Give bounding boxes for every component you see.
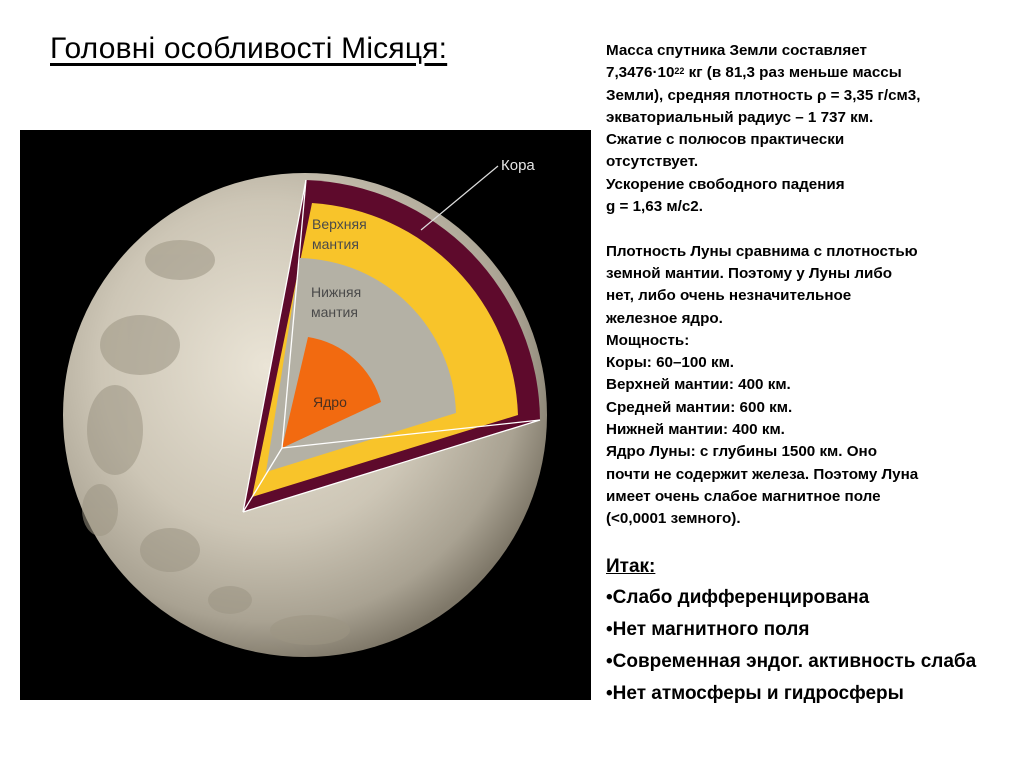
label-upper-mantle-1: Верхняя (312, 216, 367, 232)
fact-line: нет, либо очень незначительное (606, 287, 852, 305)
moon-facts-text (606, 40, 1006, 531)
moon-structure-figure (20, 130, 591, 700)
label-lower-mantle-2: мантия (311, 304, 358, 320)
label-core: Ядро (313, 394, 347, 410)
fact-line: Масса спутника Земли составляет (606, 42, 867, 59)
fact-line: Земли), средняя плотность ρ = 3,35 г/см3, (606, 86, 921, 104)
fact-line-mass (606, 62, 1006, 84)
mass-exponent: 22 (674, 66, 685, 77)
fact-line: Ускорение свободного падения (606, 175, 845, 193)
fact-line: отсутствует. (606, 153, 699, 171)
mass-comparison: кг (в 81,3 раз меньше массы (684, 64, 902, 82)
fact-line: Средней мантии: 600 км. (606, 398, 793, 416)
summary-item: •Нет магнитного поля (606, 619, 810, 640)
fact-line: Плотность Луны сравнима с плотностью (606, 242, 918, 260)
fact-line: Верхней мантии: 400 км. (606, 376, 791, 394)
summary-item: •Нет атмосферы и гидросферы (606, 683, 904, 704)
paragraph-gap (606, 218, 1006, 240)
label-crust: Кора (501, 157, 535, 174)
fact-line: земной мантии. Поэтому у Луны либо (606, 264, 893, 282)
summary-heading: Итак: (606, 556, 656, 577)
fact-line: Ядро Луны: с глубины 1500 км. Оно (606, 443, 877, 461)
fact-line: Сжатие с полюсов практически (606, 131, 845, 149)
fact-line: имеет очень слабое магнитное поле (606, 487, 881, 505)
summary-item: •Слабо дифференцирована (606, 587, 870, 608)
slide-title: Головні особливості Місяця: (50, 32, 448, 65)
fact-line: экваториальный радиус – 1 737 км. (606, 108, 874, 126)
label-upper-mantle-2: мантия (312, 236, 359, 252)
fact-line: Мощность: (606, 331, 690, 349)
fact-line: железное ядро. (606, 309, 723, 327)
fact-line: Нижней мантии: 400 км. (606, 421, 785, 439)
fact-line: g = 1,63 м/с2. (606, 198, 703, 216)
fact-line: Коры: 60–100 км. (606, 354, 735, 372)
label-lower-mantle-1: Нижняя (311, 284, 362, 300)
mass-value: 7,3476·10 (606, 64, 675, 82)
fact-line: (<0,0001 земного). (606, 510, 741, 528)
fact-line: почти не содержит железа. Поэтому Луна (606, 465, 919, 483)
moon-cutaway-diagram (20, 130, 591, 700)
summary-block (606, 553, 1006, 712)
summary-item: •Современная эндог. активность слаба (606, 651, 977, 672)
